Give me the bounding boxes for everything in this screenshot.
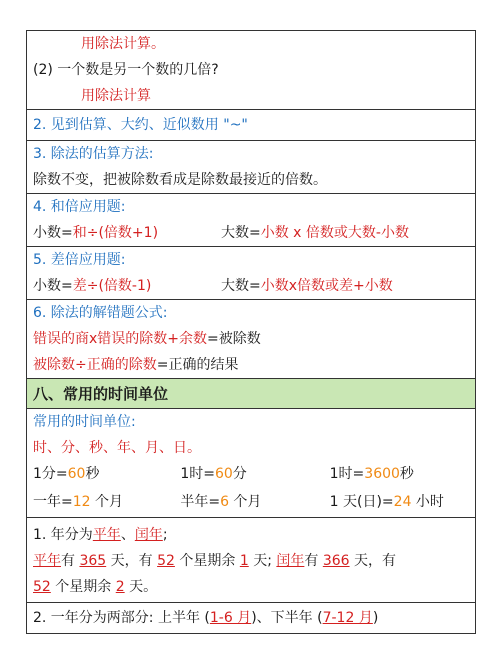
unit-hour-sec bbox=[330, 461, 469, 487]
halves-block bbox=[27, 603, 475, 634]
year-block bbox=[27, 518, 475, 603]
block4-title: 4. 和倍应用题: bbox=[33, 199, 126, 215]
year-l2-3: 天，有 bbox=[106, 553, 158, 569]
block-2 bbox=[27, 110, 475, 141]
block3-title: 3. 除法的估算方法: bbox=[33, 146, 154, 162]
unit-day bbox=[330, 487, 469, 517]
halves-d: 7-12 月 bbox=[322, 610, 373, 626]
halves-e: ) bbox=[372, 610, 379, 626]
unit-hour-sec-b: 秒 bbox=[399, 466, 414, 482]
unit-hour-sec-a: 1时= bbox=[329, 466, 365, 482]
block4-formulas bbox=[33, 220, 469, 246]
year-line1 bbox=[33, 522, 469, 548]
block5-right-b: 小数x倍数或差+小数 bbox=[260, 278, 393, 294]
year-l2-1: 有 bbox=[61, 553, 80, 569]
block-1 bbox=[27, 30, 475, 110]
unit-minute-n: 60 bbox=[67, 466, 86, 482]
time-units-block bbox=[27, 409, 475, 518]
block4-right-b: 小数 x 倍数或大数-小数 bbox=[260, 225, 409, 241]
year-l1-a: 1. 年分为 bbox=[33, 527, 93, 543]
block6-line1 bbox=[33, 326, 469, 352]
unit-year-n: 12 bbox=[72, 494, 91, 510]
year-l1-b: 平年 bbox=[92, 527, 121, 543]
unit-hour-min-n: 60 bbox=[214, 466, 233, 482]
year-l2-6: 1 bbox=[239, 553, 249, 569]
block5-right-a: 大数= bbox=[221, 278, 261, 294]
unit-half-year-n: 6 bbox=[220, 494, 229, 510]
year-l2-4: 52 bbox=[157, 553, 175, 569]
block-5 bbox=[27, 247, 475, 300]
notes-sheet bbox=[26, 30, 476, 634]
unit-year bbox=[33, 487, 180, 517]
year-l3-0: 52 bbox=[33, 579, 51, 595]
year-l3-2: 2 bbox=[115, 579, 125, 595]
block5-right bbox=[221, 273, 393, 299]
halves-line bbox=[33, 603, 469, 633]
block-4 bbox=[27, 194, 475, 247]
year-l2-10: 366 bbox=[322, 553, 350, 569]
block6-line2 bbox=[33, 352, 469, 378]
halves-c: )、下半年 ( bbox=[251, 610, 323, 626]
year-l2-2: 365 bbox=[79, 553, 107, 569]
unit-day-n: 24 bbox=[393, 494, 412, 510]
block5-title: 5. 差倍应用题: bbox=[33, 252, 126, 268]
year-l2-8: 闰年 bbox=[276, 553, 305, 569]
section-8-header: 八、常用的时间单位 bbox=[27, 379, 475, 409]
unit-year-b: 个月 bbox=[90, 494, 124, 510]
units-list: 时、分、秒、年、月、日。 bbox=[33, 440, 201, 456]
year-l1-d: 闰年 bbox=[134, 527, 163, 543]
block5-left-b: 差÷(倍数-1) bbox=[72, 278, 152, 294]
block2-title: 2. 见到估算、大约、近似数用 "~" bbox=[33, 117, 248, 133]
block4-right-a: 大数= bbox=[221, 225, 261, 241]
block6-line1-b: =被除数 bbox=[207, 331, 261, 347]
unit-half-year-a: 半年= bbox=[180, 494, 221, 510]
unit-hour-sec-n: 3600 bbox=[364, 466, 400, 482]
year-l2-11: 天，有 bbox=[349, 553, 397, 569]
block5-left bbox=[33, 273, 221, 299]
block4-left bbox=[33, 220, 221, 246]
year-l1-c: 、 bbox=[120, 527, 135, 543]
halves-a: 2. 一年分为两部分: 上半年 ( bbox=[33, 610, 210, 626]
block3-body: 除数不变，把被除数看成是除数最接近的倍数。 bbox=[33, 172, 327, 188]
unit-half-year bbox=[180, 487, 329, 517]
unit-hour-min-b: 分 bbox=[232, 466, 247, 482]
block6-line2-b: =正确的结果 bbox=[156, 357, 239, 373]
unit-minute-a: 1分= bbox=[33, 466, 68, 482]
unit-half-year-b: 个月 bbox=[228, 494, 262, 510]
block4-right bbox=[221, 220, 409, 246]
block6-title: 6. 除法的解错题公式: bbox=[33, 305, 168, 321]
year-l3-1: 个星期余 bbox=[50, 579, 116, 595]
year-line3 bbox=[33, 574, 469, 600]
year-l2-0: 平年 bbox=[33, 553, 61, 569]
year-line2 bbox=[33, 548, 469, 574]
unit-day-b: 小时 bbox=[411, 494, 444, 510]
block-6 bbox=[27, 300, 475, 379]
unit-hour-min bbox=[180, 461, 329, 487]
block1-line2: (2) 一个数是另一个数的几倍? bbox=[33, 62, 219, 78]
block6-line2-a: 被除数÷正确的除数 bbox=[33, 357, 157, 373]
block1-line1: 用除法计算。 bbox=[81, 36, 165, 52]
halves-b: 1-6 月 bbox=[209, 610, 252, 626]
block4-left-b: 和÷(倍数+1) bbox=[72, 225, 159, 241]
block1-line3: 用除法计算 bbox=[81, 88, 151, 104]
unit-minute bbox=[33, 461, 180, 487]
units-row-1 bbox=[33, 461, 469, 487]
year-l2-9: 有 bbox=[304, 553, 323, 569]
block6-line1-a: 错误的商x错误的除数+余数 bbox=[33, 331, 208, 347]
units-title: 常用的时间单位: bbox=[33, 414, 136, 430]
block5-left-a: 小数= bbox=[33, 278, 73, 294]
unit-year-a: 一年= bbox=[33, 494, 73, 510]
unit-hour-min-a: 1时= bbox=[180, 466, 215, 482]
year-l2-5: 个星期余 bbox=[174, 553, 240, 569]
unit-day-a: 1 天(日)= bbox=[329, 494, 394, 510]
year-l3-3: 天。 bbox=[124, 579, 158, 595]
block4-left-a: 小数= bbox=[33, 225, 73, 241]
units-row-2 bbox=[33, 487, 469, 517]
year-l1-e: ; bbox=[162, 527, 168, 543]
year-l2-7: 天; bbox=[248, 553, 277, 569]
unit-minute-b: 秒 bbox=[85, 466, 100, 482]
block5-formulas bbox=[33, 273, 469, 299]
block-3 bbox=[27, 141, 475, 194]
